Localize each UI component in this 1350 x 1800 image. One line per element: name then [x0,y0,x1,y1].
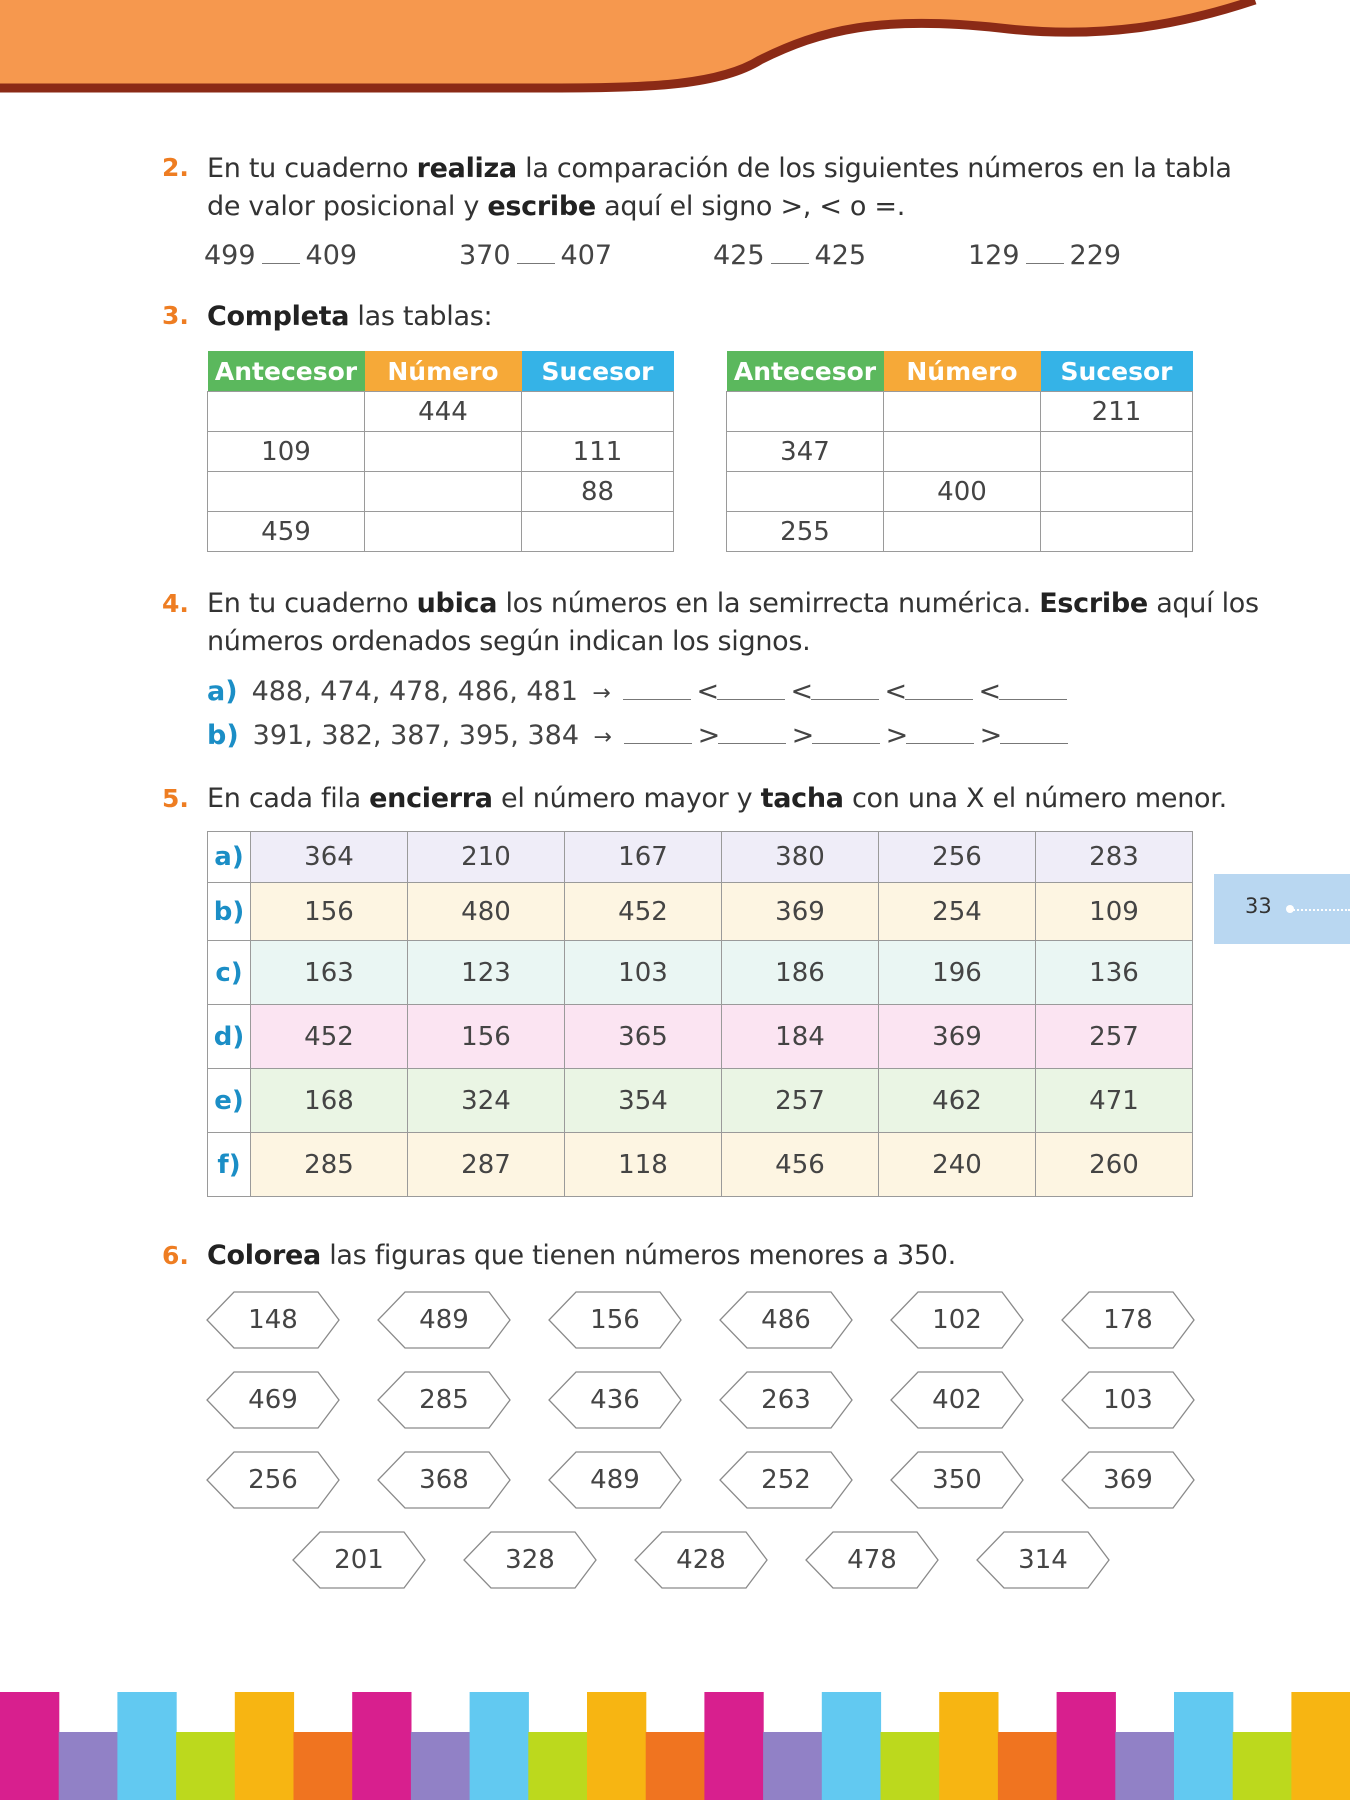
table-cell[interactable] [365,472,522,512]
number-cell[interactable]: 257 [722,1069,879,1133]
table-cell[interactable]: 255 [727,512,884,552]
number-cell[interactable]: 365 [565,1005,722,1069]
ex4-keyword-ubica: ubica [416,588,498,619]
ex4-text: En tu cuaderno [207,588,417,619]
greater-than-sign: > [791,720,815,751]
ex3-keyword-completa: Completa [207,301,350,332]
hexagon-label: 103 [1103,1385,1153,1415]
hexagon-number[interactable] [890,1371,1024,1429]
number-row [208,1133,1193,1197]
ex5-keyword-tacha: tacha [760,783,844,814]
hexagon-label: 256 [248,1465,298,1495]
row-label: a) [208,832,251,883]
number-cell[interactable]: 184 [722,1005,879,1069]
number-cell[interactable]: 283 [1036,832,1193,883]
table-row [727,472,1193,512]
ex4-text: aquí los [1147,588,1259,619]
table-cell[interactable] [884,512,1041,552]
stripe [235,1692,294,1800]
number-cell[interactable]: 480 [408,883,565,941]
table-row [208,472,674,512]
hexagon-label: 252 [761,1465,811,1495]
number-cell[interactable]: 471 [1036,1069,1193,1133]
comparison-blank[interactable] [1026,241,1064,264]
exercise-3-number: 3. [162,301,189,330]
table-cell[interactable] [727,392,884,432]
table-cell[interactable]: 88 [522,472,674,512]
exercise-6-instruction [207,1237,956,1275]
column-header-numero: Número [884,351,1041,392]
header-wave [0,0,1350,100]
greater-than-sign: > [885,720,909,751]
hexagon-number[interactable] [377,1451,511,1509]
stripe [1115,1732,1174,1800]
less-than-sign: < [696,676,720,707]
hexagon-number[interactable] [377,1371,511,1429]
stripe [998,1732,1057,1800]
predecessor-successor-table-1 [207,351,674,552]
arrow-right-icon: → [593,725,612,750]
ex2-text: la comparación de los siguientes números en la tabla [516,153,1232,184]
number-cell[interactable]: 210 [408,832,565,883]
hexagon-label: 178 [1103,1305,1153,1335]
page-number: 33 [1245,894,1272,918]
answer-blank[interactable] [1000,723,1068,744]
number-cell[interactable]: 254 [879,883,1036,941]
table-cell[interactable]: 109 [208,432,365,472]
ordering-row-b [207,720,1074,751]
stripe [1291,1692,1350,1800]
hexagon-number[interactable] [377,1291,511,1349]
hexagon-label: 428 [676,1545,726,1575]
comparison-right: 425 [814,240,867,271]
arrow-right-icon: → [592,681,611,706]
ex4-keyword-escribe: Escribe [1039,588,1148,619]
comparison-left: 499 [204,240,256,271]
hexagon-number[interactable] [206,1451,340,1509]
comparison-pair [713,240,866,271]
table-row [727,432,1193,472]
table-cell[interactable]: 459 [208,512,365,552]
hexagon-label: 402 [932,1385,982,1415]
number-row [208,1005,1193,1069]
number-cell[interactable]: 257 [1036,1005,1193,1069]
ex5-text: con una X el número menor. [843,783,1227,814]
hexagon-number[interactable] [805,1531,939,1589]
hexagon-number[interactable] [1061,1371,1195,1429]
table-row [208,512,674,552]
exercise-2-number: 2. [162,153,189,182]
stripe [822,1692,881,1800]
table-cell[interactable]: 111 [522,432,674,472]
row-label: c) [208,941,251,1005]
comparison-right: 407 [560,240,613,271]
stripe [470,1692,529,1800]
number-cell[interactable]: 260 [1036,1133,1193,1197]
number-cell[interactable]: 285 [251,1133,408,1197]
ex5-keyword-encierra: encierra [369,783,493,814]
hexagon-label: 285 [419,1385,469,1415]
comparison-left: 370 [459,240,511,271]
number-row [208,1069,1193,1133]
hexagon-label: 486 [761,1305,811,1335]
hexagon-label: 368 [419,1465,469,1495]
ordering-row-a [207,676,1073,707]
comparison-blank[interactable] [517,241,555,264]
number-cell[interactable]: 156 [408,1005,565,1069]
ex2-keyword-escribe: escribe [487,191,596,222]
column-header-numero: Número [365,351,522,392]
comparison-blank[interactable] [262,241,300,264]
number-cell[interactable]: 123 [408,941,565,1005]
hexagon-label: 102 [932,1305,982,1335]
exercise-4-instruction [207,585,1259,661]
stripe [939,1692,998,1800]
exercise-5-instruction [207,780,1227,818]
hexagon-label: 314 [1018,1545,1068,1575]
comparison-blank[interactable] [771,241,809,264]
ex2-text: de valor posicional y [207,191,488,222]
number-cell[interactable]: 136 [1036,941,1193,1005]
column-header-sucesor: Sucesor [522,351,674,392]
table-row [727,392,1193,432]
number-cell[interactable]: 287 [408,1133,565,1197]
answer-blank[interactable] [811,679,879,700]
hexagon-label: 328 [505,1545,555,1575]
hexagon-number[interactable] [206,1371,340,1429]
exercise-3-instruction [207,298,492,336]
number-list: 391, 382, 387, 395, 384 [252,720,580,751]
table-cell[interactable] [522,512,674,552]
number-cell[interactable]: 462 [879,1069,1036,1133]
exercise-6-number: 6. [162,1241,189,1270]
hexagon-number[interactable] [976,1531,1110,1589]
hexagon-label: 369 [1103,1465,1153,1495]
hexagon-label: 489 [419,1305,469,1335]
answer-blank[interactable] [624,723,692,744]
hexagon-label: 201 [334,1545,384,1575]
stripe [176,1732,235,1800]
comparison-pair [459,240,612,271]
table-cell[interactable]: 347 [727,432,884,472]
hexagon-label: 350 [932,1465,982,1495]
comparison-left: 425 [713,240,765,271]
column-header-antecesor: Antecesor [727,351,884,392]
table-cell[interactable] [522,392,674,432]
number-cell[interactable]: 380 [722,832,879,883]
number-cell[interactable]: 240 [879,1133,1036,1197]
stripe [59,1732,118,1800]
ex3-text: las tablas: [349,301,493,332]
number-cell[interactable]: 167 [565,832,722,883]
number-cell[interactable]: 452 [565,883,722,941]
hexagon-label: 436 [590,1385,640,1415]
ex5-text: el número mayor y [492,783,761,814]
table-cell[interactable] [727,472,884,512]
less-than-sign: < [978,676,1002,707]
number-cell[interactable]: 369 [879,1005,1036,1069]
comparison-right: 229 [1069,240,1122,271]
stripe [528,1732,587,1800]
table-cell[interactable]: 211 [1041,392,1193,432]
answer-blank[interactable] [905,679,973,700]
row-label: f) [208,1133,251,1197]
number-cell[interactable]: 118 [565,1133,722,1197]
answer-blank[interactable] [623,679,691,700]
ex5-text: En cada fila [207,783,370,814]
number-cell[interactable]: 186 [722,941,879,1005]
comparison-left: 129 [968,240,1020,271]
table-cell[interactable]: 444 [365,392,522,432]
hexagon-number[interactable] [719,1451,853,1509]
comparison-right: 409 [305,240,358,271]
hexagon-number[interactable] [719,1371,853,1429]
table-cell[interactable] [884,392,1041,432]
number-cell[interactable]: 456 [722,1133,879,1197]
hexagon-label: 263 [761,1385,811,1415]
hexagon-label: 148 [248,1305,298,1335]
hexagon-number[interactable] [634,1531,768,1589]
table-cell[interactable] [1041,472,1193,512]
stripe [587,1692,646,1800]
comparison-pair [968,240,1121,271]
table-cell[interactable] [884,432,1041,472]
stripe [1057,1692,1116,1800]
hexagon-number[interactable] [548,1371,682,1429]
number-cell[interactable]: 256 [879,832,1036,883]
hexagon-label: 478 [847,1545,897,1575]
number-row [208,832,1193,883]
hexagon-label: 489 [590,1465,640,1495]
hexagon-number[interactable] [292,1531,426,1589]
predecessor-successor-table-2 [726,351,1193,552]
hexagon-label: 156 [590,1305,640,1335]
hexagon-number[interactable] [548,1291,682,1349]
table-cell[interactable] [365,432,522,472]
stripe [117,1692,176,1800]
number-rows-table [207,831,1193,1197]
hexagon-number[interactable] [1061,1291,1195,1349]
answer-blank[interactable] [906,723,974,744]
ex4-text: los números en la semirrecta numérica. [497,588,1040,619]
column-header-antecesor: Antecesor [208,351,365,392]
stripe [1233,1732,1292,1800]
number-list: 488, 474, 478, 486, 481 [251,676,578,707]
answer-blank[interactable] [717,679,785,700]
table-cell[interactable] [208,472,365,512]
comparison-pair [204,240,357,271]
row-label: e) [208,1069,251,1133]
ex4-text: números ordenados según indican los signos. [207,626,811,657]
hexagon-label: 469 [248,1385,298,1415]
exercise-4-number: 4. [162,589,189,618]
hexagon-number[interactable] [890,1451,1024,1509]
ex2-text: aquí el signo >, < o =. [595,191,906,222]
table-row [208,432,674,472]
page-number-tab [1214,874,1350,944]
table-cell[interactable]: 400 [884,472,1041,512]
stripe [763,1732,822,1800]
number-cell[interactable]: 163 [251,941,408,1005]
hexagon-number[interactable] [548,1451,682,1509]
ex6-text: las figuras que tienen números menores a 350. [320,1240,956,1271]
exercise-2-instruction [207,150,1232,226]
ex6-keyword-colorea: Colorea [207,1240,321,1271]
number-row [208,883,1193,941]
number-cell[interactable]: 156 [251,883,408,941]
ex2-keyword-realiza: realiza [416,153,517,184]
row-label: b) [207,720,239,751]
number-cell[interactable]: 354 [565,1069,722,1133]
answer-blank[interactable] [718,723,786,744]
hexagon-number[interactable] [890,1291,1024,1349]
exercise-5-number: 5. [162,784,189,813]
table-row [727,512,1193,552]
stripe [881,1732,940,1800]
decorative-stripes [0,1692,1350,1800]
row-label: a) [207,676,238,707]
number-cell[interactable]: 452 [251,1005,408,1069]
stripe [0,1692,59,1800]
number-cell[interactable]: 103 [565,941,722,1005]
greater-than-sign: > [697,720,721,751]
column-header-sucesor: Sucesor [1041,351,1193,392]
table-cell[interactable] [208,392,365,432]
table-cell[interactable] [365,512,522,552]
stripe [352,1692,411,1800]
number-cell[interactable]: 324 [408,1069,565,1133]
number-cell[interactable]: 369 [722,883,879,941]
row-label: d) [208,1005,251,1069]
table-cell[interactable] [1041,512,1193,552]
table-cell[interactable] [1041,432,1193,472]
stripe [294,1732,353,1800]
greater-than-sign: > [979,720,1003,751]
stripe [1174,1692,1233,1800]
number-cell[interactable]: 364 [251,832,408,883]
answer-blank[interactable] [812,723,880,744]
row-label: b) [208,883,251,941]
hexagon-number[interactable] [463,1531,597,1589]
table-row [208,392,674,432]
number-cell[interactable]: 168 [251,1069,408,1133]
ex2-text: En tu cuaderno [207,153,417,184]
dotted-line [1290,909,1350,911]
answer-blank[interactable] [999,679,1067,700]
number-cell[interactable]: 109 [1036,883,1193,941]
number-cell[interactable]: 196 [879,941,1036,1005]
stripe [646,1732,705,1800]
stripe [411,1732,470,1800]
number-row [208,941,1193,1005]
stripe [704,1692,763,1800]
hexagon-number[interactable] [719,1291,853,1349]
hexagon-number[interactable] [206,1291,340,1349]
less-than-sign: < [790,676,814,707]
less-than-sign: < [884,676,908,707]
hexagon-number[interactable] [1061,1451,1195,1509]
